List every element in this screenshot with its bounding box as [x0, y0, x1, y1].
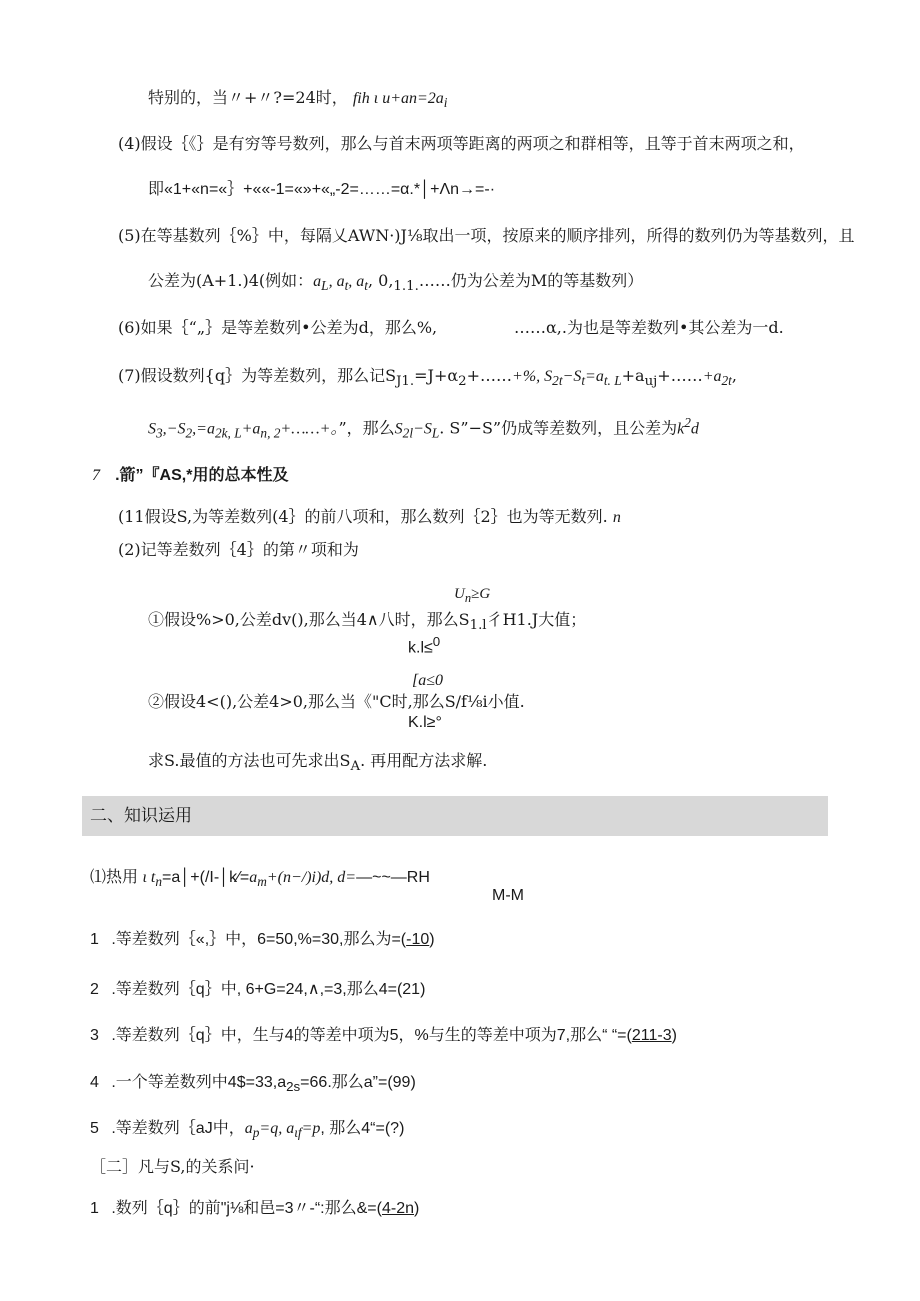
- text-line: [148, 751, 487, 776]
- question-text: .一个等差数列中4$=33,a: [111, 1074, 287, 1091]
- formula-span: a: [313, 273, 322, 290]
- heading-text: ［二］凡与S,的关系问·: [90, 1157, 255, 1176]
- question-text: ): [414, 1200, 420, 1217]
- formula-span: K.l≥°: [408, 714, 442, 731]
- formula-sub: n: [155, 874, 163, 890]
- text-span: 特别的，当〃+〃?=24时，: [148, 88, 348, 107]
- formula-span: n: [612, 509, 621, 526]
- formula-sub: ιf: [294, 1125, 302, 1141]
- text-span: (7)假设数列{q｝为等差数列，那么记S: [118, 366, 397, 385]
- question-item: [90, 1026, 677, 1047]
- text-line: [90, 868, 430, 891]
- heading-text: .箭”『AS,*用的总本性及: [115, 467, 289, 484]
- formula-sub: 2s: [286, 1079, 301, 1095]
- formula-span: a: [249, 869, 258, 886]
- formula-span: ι t: [142, 869, 156, 886]
- text-span: , 0,: [367, 271, 394, 290]
- question-item: [90, 980, 425, 1001]
- text-line: [514, 318, 784, 339]
- question-number: 2: [90, 981, 99, 998]
- question-number: 1: [90, 1200, 99, 1217]
- formula-sub: t: [603, 373, 608, 389]
- text-span: . S”−S”仍成等差数列，且公差为: [439, 418, 678, 438]
- text-span: (2)记等差数列｛4｝的第〃项和为: [118, 540, 359, 559]
- formula-sub: 2t: [552, 373, 563, 389]
- formula-sub: t: [364, 278, 368, 294]
- text-span: ⑴热用: [90, 869, 139, 886]
- text-span: —~~—RH: [356, 869, 430, 886]
- formula-span: +a: [702, 368, 722, 385]
- text-line: [148, 692, 525, 713]
- text-line: [118, 507, 621, 529]
- formula-line: [412, 671, 443, 692]
- formula-sub: m: [257, 874, 267, 890]
- formula-sub: p: [252, 1125, 260, 1141]
- text-line: [118, 540, 359, 561]
- formula-span: −S: [562, 368, 582, 385]
- text-span: (5)在等基数列｛%｝中，每隔乂AWN·)J⅛取出一项，按原来的顺序排列，所得的数列仍为等基数列，且: [118, 226, 855, 245]
- formula-span: U: [454, 586, 465, 602]
- text-span: 公差为(A+1.)4(例如：: [148, 271, 314, 290]
- text-line: [118, 134, 805, 155]
- formula-sub: n: [464, 591, 472, 605]
- text-span: =a│+(/I-│k∕=: [162, 869, 250, 886]
- formula-span: ≥G: [471, 586, 491, 602]
- question-item: [90, 1199, 419, 1220]
- formula-sub: uj: [644, 374, 658, 390]
- formula-span: d: [690, 420, 699, 438]
- formula-span: M-M: [492, 887, 524, 904]
- formula-span: =q, a: [259, 1120, 295, 1137]
- question-text: =66.那么a”=(99): [300, 1074, 416, 1091]
- question-number: 5: [90, 1120, 99, 1137]
- text-span: ”，那么: [338, 418, 395, 438]
- formula-span: fih ι u+a: [352, 90, 409, 107]
- text-span: ……α,.为也是等差数列•其公差为一d.: [514, 318, 784, 337]
- formula-line: [408, 633, 440, 659]
- text-span: +……: [466, 366, 513, 385]
- question-item: [90, 930, 435, 951]
- formula-sub: i: [443, 95, 448, 111]
- formula-span: +(n−/)i)d, d=: [266, 869, 357, 886]
- text-line: [148, 414, 699, 442]
- formula-sub: 1.l: [469, 618, 487, 634]
- text-line: [118, 366, 737, 391]
- question-text: .等差数列｛q｝中, 6+G=24,∧,=3,那么4=(21): [111, 981, 426, 998]
- section-heading: [92, 465, 288, 487]
- formula-span: a: [244, 1120, 253, 1137]
- formula-sub: , 2: [267, 425, 281, 441]
- formula-sub: t: [344, 278, 349, 294]
- formula-span: S: [394, 420, 403, 438]
- text-span: 求S.最值的方法也可先求出S: [148, 751, 351, 770]
- formula-span: S: [148, 420, 156, 438]
- formula-sub: . L: [607, 373, 622, 389]
- text-span: ……仍为公差为M的等基数列）: [418, 271, 644, 290]
- formula-sup: 2: [684, 415, 691, 430]
- text-span: +a: [621, 366, 645, 385]
- formula-sub: 2k: [214, 425, 228, 441]
- formula-span: k: [677, 420, 685, 438]
- formula-span: +%, S: [512, 368, 553, 385]
- formula-span: [a≤0: [412, 672, 444, 689]
- text-span: ②假设4<(),公差4>0,那么当《"C时,那么S/f⅛i小值.: [148, 692, 525, 711]
- formula-sub: t: [581, 373, 586, 389]
- question-number: 4: [90, 1074, 99, 1091]
- formula-line: [408, 713, 442, 734]
- text-span: =J+α: [414, 366, 459, 385]
- question-text: .等差数列｛«,｝中，6=50,%=30,那么为=(: [111, 931, 407, 948]
- formula-span: +a: [241, 420, 261, 438]
- question-text: .数列｛q｝的前"j⅛和邑=3〃-“:那么&=(: [111, 1200, 382, 1217]
- formula-sub: 2l: [402, 425, 414, 441]
- formula-sub: , L: [227, 425, 242, 441]
- section-title: 二、知识运用: [90, 806, 192, 826]
- text-span: 即«1+«n=«｝+««-1=«»+«„-2=……=α.*│+Λn→=-·: [148, 181, 496, 198]
- text-span: (4)假设｛《｝是有穷等号数列，那么与首末两项等距离的两项之和群相等，且等于首末两项之和，: [118, 134, 805, 153]
- heading-number: 7: [92, 467, 100, 484]
- question-text: ): [671, 1027, 677, 1044]
- text-span: (6)如果｛“„｝是等差数列•公差为d，那么%,: [118, 318, 438, 337]
- text-line: [118, 226, 854, 247]
- text-span: ,: [731, 366, 737, 385]
- text-line: [148, 271, 643, 296]
- answer-text: -10: [406, 931, 430, 948]
- formula-sub: n: [260, 425, 268, 441]
- formula-span: n=2a: [409, 90, 444, 107]
- formula-line: [454, 585, 490, 606]
- formula-sub: 2: [458, 374, 467, 390]
- text-line: [148, 180, 495, 201]
- formula-sub: L: [321, 278, 329, 294]
- question-text: .等差数列｛q｝中，生与4的等差中项为5，%与生的等差中项为7,那么“ “=(: [111, 1027, 632, 1044]
- formula-span: =a: [585, 368, 604, 385]
- question-item: [90, 1073, 416, 1096]
- formula-span: , a: [328, 273, 345, 290]
- formula-sup: 0: [432, 634, 441, 649]
- text-span: . 再用配方法求解.: [360, 751, 488, 770]
- question-item: [90, 1119, 404, 1142]
- text-span: +……: [657, 366, 703, 385]
- subsection-heading: [90, 1157, 255, 1178]
- text-span: 彳H1.J大值；: [486, 610, 587, 629]
- text-line: [148, 88, 448, 112]
- formula-sub: 2: [185, 425, 193, 441]
- formula-line: [492, 886, 524, 907]
- answer-text: 4-2n: [381, 1200, 415, 1217]
- formula-span: −S: [413, 420, 432, 438]
- text-span: ①假设%>0,公差dv(),那么当4∧八时，那么S: [148, 610, 470, 629]
- formula-sub: 1.1.: [393, 279, 419, 295]
- formula-sub: L: [431, 425, 440, 441]
- question-text: , 那么4“=(?): [320, 1120, 405, 1137]
- formula-sub: 3: [156, 425, 163, 441]
- formula-sub: 2t: [721, 373, 732, 389]
- text-line: [118, 318, 437, 339]
- formula-span: +……+。: [280, 420, 339, 438]
- formula-span: =p: [301, 1120, 321, 1137]
- question-text: ): [429, 931, 435, 948]
- formula-span: ,=a: [192, 420, 215, 438]
- formula-span: ,−S: [162, 420, 186, 438]
- text-span: (11假设S,为等差数列(4｝的前八项和，那么数列｛2｝也为等无数列.: [118, 507, 608, 526]
- formula-sub: A: [350, 759, 361, 775]
- section-header-bar: [82, 796, 828, 836]
- question-number: 3: [90, 1027, 99, 1044]
- question-number: 1: [90, 931, 99, 948]
- formula-span: k.l≤: [408, 639, 433, 657]
- formula-span: , a: [348, 273, 365, 290]
- answer-text: 211-3: [631, 1027, 672, 1044]
- text-line: [148, 610, 586, 635]
- formula-sub: J1.: [396, 374, 415, 390]
- question-text: .等差数列｛aJ中，: [111, 1120, 245, 1137]
